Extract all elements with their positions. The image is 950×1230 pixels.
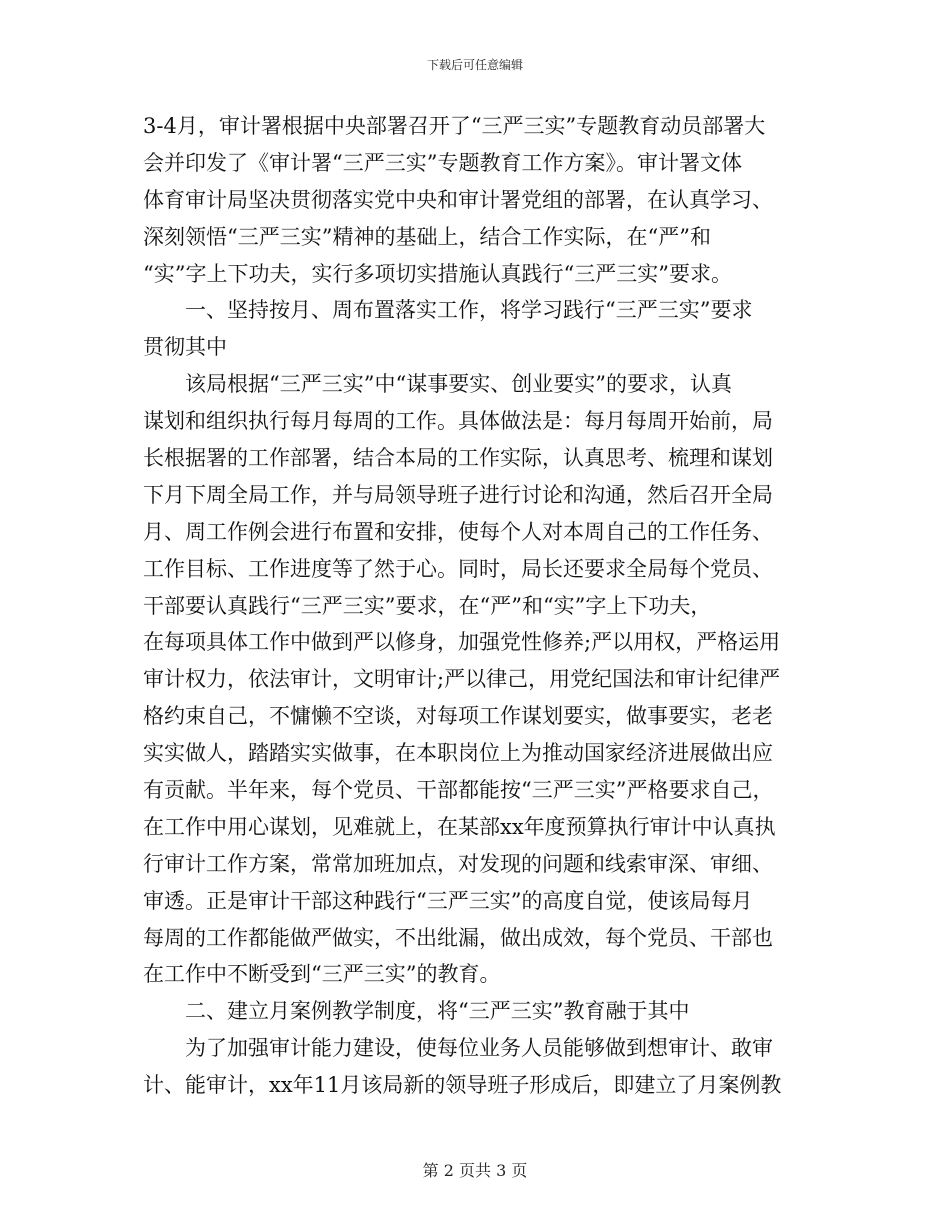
text-line: 下月下周全局工作，并与局领导班子进行讨论和沟通，然后召开全局 [143,482,773,507]
page-header: 下载后可任意编辑 [426,58,523,72]
text-line: 行审计工作方案，常常加班加点，对发现的问题和线索审深、审细、 [143,851,773,876]
text-line: 体育审计局坚决贯彻落实党中央和审计署党组的部署，在认真学习、 [143,187,773,212]
text-line: 该局根据“三严三实”中“谋事要实、创业要实”的要求，认真 [185,372,732,397]
text-line: 干部要认真践行“三严三实”要求，在“严”和“实”字上下功夫， [143,593,712,618]
page-number: 第 2 页共 3 页 [422,1161,528,1180]
text-line: 3-4月，审计署根据中央部署召开了“三严三实”专题教育动员部署大 [143,114,766,138]
text-line: 一、坚持按月、周布置落实工作，将学习践行“三严三实”要求 [185,298,753,323]
text-line: 贯彻其中 [143,335,227,360]
text-line: 审计权力，依法审计，文明审计;严以律己，用党纪国法和审计纪律严 [143,667,781,692]
text-line: 审透。正是审计干部这种践行“三严三实”的高度自觉，使该局每月 [143,888,753,913]
text-line: 二、建立月案例教学制度，将“三严三实”教育融于其中 [185,999,690,1024]
text-line: 在工作中用心谋划，见难就上，在某部xx年度预算执行审计中认真执 [143,814,776,839]
text-line: 为了加强审计能力建设，使每位业务人员能够做到想审计、敢审 [185,1036,773,1061]
text-line: 在工作中不断受到“三严三实”的教育。 [143,962,501,987]
text-line: 会并印发了《审计署“三严三实”专题教育工作方案》。审计署文体 [143,150,742,175]
text-line: 每周的工作都能做严做实，不出纰漏，做出成效，每个党员、干部也 [143,925,773,950]
text-line: 工作目标、工作进度等了然于心。同时，局长还要求全局每个党员、 [143,556,773,581]
text-line: 实实做人，踏踏实实做事，在本职岗位上为推动国家经济进展做出应 [143,741,773,766]
text-line: 格约束自己，不慵懒不空谈，对每项工作谋划要实，做事要实，老老 [143,704,773,729]
text-line: 在每项具体工作中做到严以修身，加强党性修养;严以用权，严格运用 [143,630,781,655]
document-body [143,108,807,1104]
text-line: 长根据署的工作部署，结合本局的工作实际，认真思考、梳理和谋划 [143,446,773,471]
text-line: 月、周工作例会进行布置和安排，使每个人对本周自己的工作任务、 [143,519,773,544]
text-line: 有贡献。半年来，每个党员、干部都能按“三严三实”严格要求自己， [143,778,774,803]
text-line: 深刻领悟“三严三实”精神的基础上，结合工作实际，在“严”和 [143,224,711,249]
text-line: 计、能审计，xx年11月该局新的领导班子形成后，即建立了月案例教 [143,1073,782,1098]
text-line: 谋划和组织执行每月每周的工作。具体做法是：每月每周开始前，局 [143,409,773,434]
text-line: “实”字上下功夫，实行多项切实措施认真践行“三严三实”要求。 [143,261,732,286]
